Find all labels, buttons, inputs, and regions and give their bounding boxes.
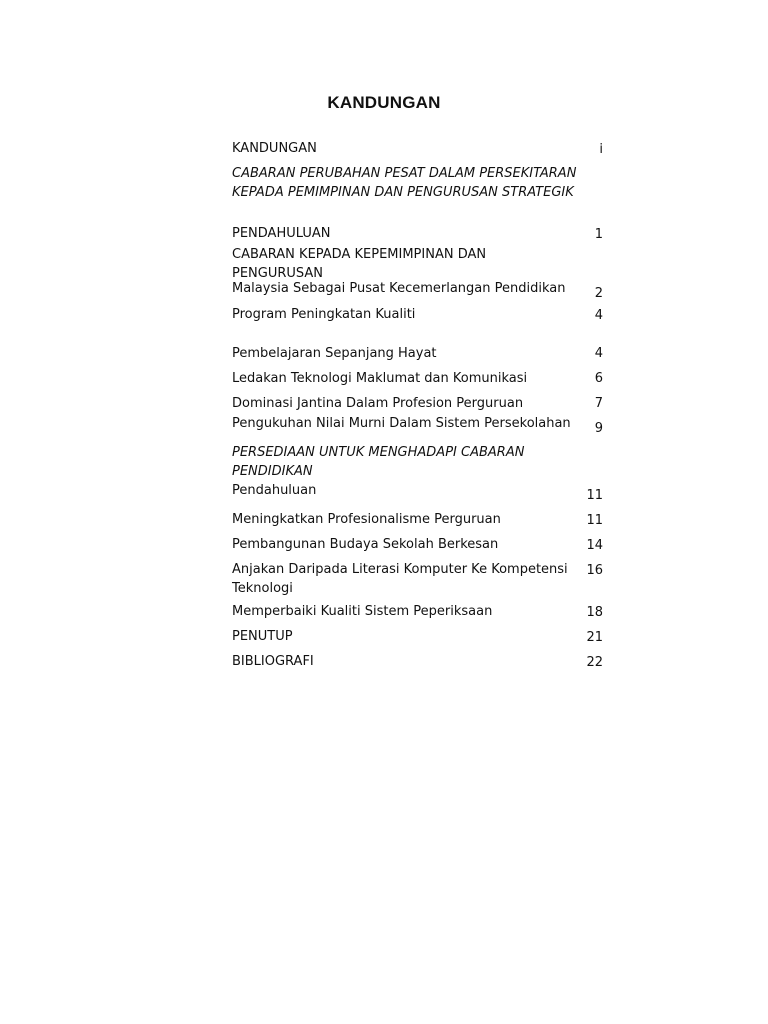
toc-page-number: 7 — [594, 396, 603, 411]
toc-page-number: 11 — [586, 488, 603, 503]
toc-section-heading-persediaan: PERSEDIAAN UNTUK MENGHADAPI CABARAN PENDIDIKAN — [232, 445, 525, 479]
toc-entry-pengukuhan-nilai-murni: Pengukuhan Nilai Murni Dalam Sistem Persekolahan — [232, 416, 571, 431]
toc-entry-kandungan: KANDUNGAN — [232, 141, 317, 156]
toc-entry-pendahuluan-2: Pendahuluan — [232, 483, 317, 498]
toc-entry-dominasi-jantina: Dominasi Jantina Dalam Profesion Perguruan — [232, 396, 524, 411]
toc-page-number: 21 — [586, 630, 603, 645]
toc-page-number: 6 — [594, 371, 603, 386]
toc-page-number: 4 — [594, 308, 603, 323]
toc-entry-program-peningkatan-kualiti: Program Peningkatan Kualiti — [232, 307, 416, 322]
toc-page-number: 16 — [586, 563, 603, 578]
toc-entry-pendahuluan: PENDAHULUAN — [232, 226, 331, 241]
toc-page-number: 22 — [586, 655, 603, 670]
toc-entry-budaya-sekolah: Pembangunan Budaya Sekolah Berkesan — [232, 537, 499, 552]
toc-page-number: 1 — [594, 227, 603, 242]
page-title: KANDUNGAN — [327, 93, 441, 112]
toc-page-number: 4 — [594, 346, 603, 361]
toc-page-number: 2 — [594, 286, 603, 301]
toc-entry-bibliografi: BIBLIOGRAFI — [232, 654, 314, 669]
toc-page-number: 9 — [594, 421, 603, 436]
toc-entry-penutup: PENUTUP — [232, 629, 293, 644]
toc-page-number: i — [599, 142, 603, 157]
toc-entry-profesionalisme-perguruan: Meningkatkan Profesionalisme Perguruan — [232, 512, 501, 527]
toc-entry-cabaran-kepemimpinan: CABARAN KEPADA KEPEMIMPINAN DAN PENGURUSAN — [232, 247, 487, 281]
toc-entry-pembelajaran-sepanjang-hayat: Pembelajaran Sepanjang Hayat — [232, 346, 437, 361]
toc-page-number: 18 — [586, 605, 603, 620]
toc-page-number: 14 — [586, 538, 603, 553]
toc-section-heading-cabaran-perubahan: CABARAN PERUBAHAN PESAT DALAM PERSEKITARAN KEPADA PEMIMPINAN DAN PENGURUSAN STRATEGIK — [232, 166, 577, 200]
toc-entry-anjakan-literasi: Anjakan Daripada Literasi Komputer Ke Kompetensi Teknologi — [232, 562, 568, 596]
toc-entry-sistem-peperiksaan: Memperbaiki Kualiti Sistem Peperiksaan — [232, 604, 493, 619]
toc-entry-ledakan-teknologi: Ledakan Teknologi Maklumat dan Komunikasi — [232, 371, 528, 386]
toc-page-number: 11 — [586, 513, 603, 528]
toc-entry-malaysia-pusat-kecemerlangan: Malaysia Sebagai Pusat Kecemerlangan Pendidikan — [232, 281, 566, 296]
